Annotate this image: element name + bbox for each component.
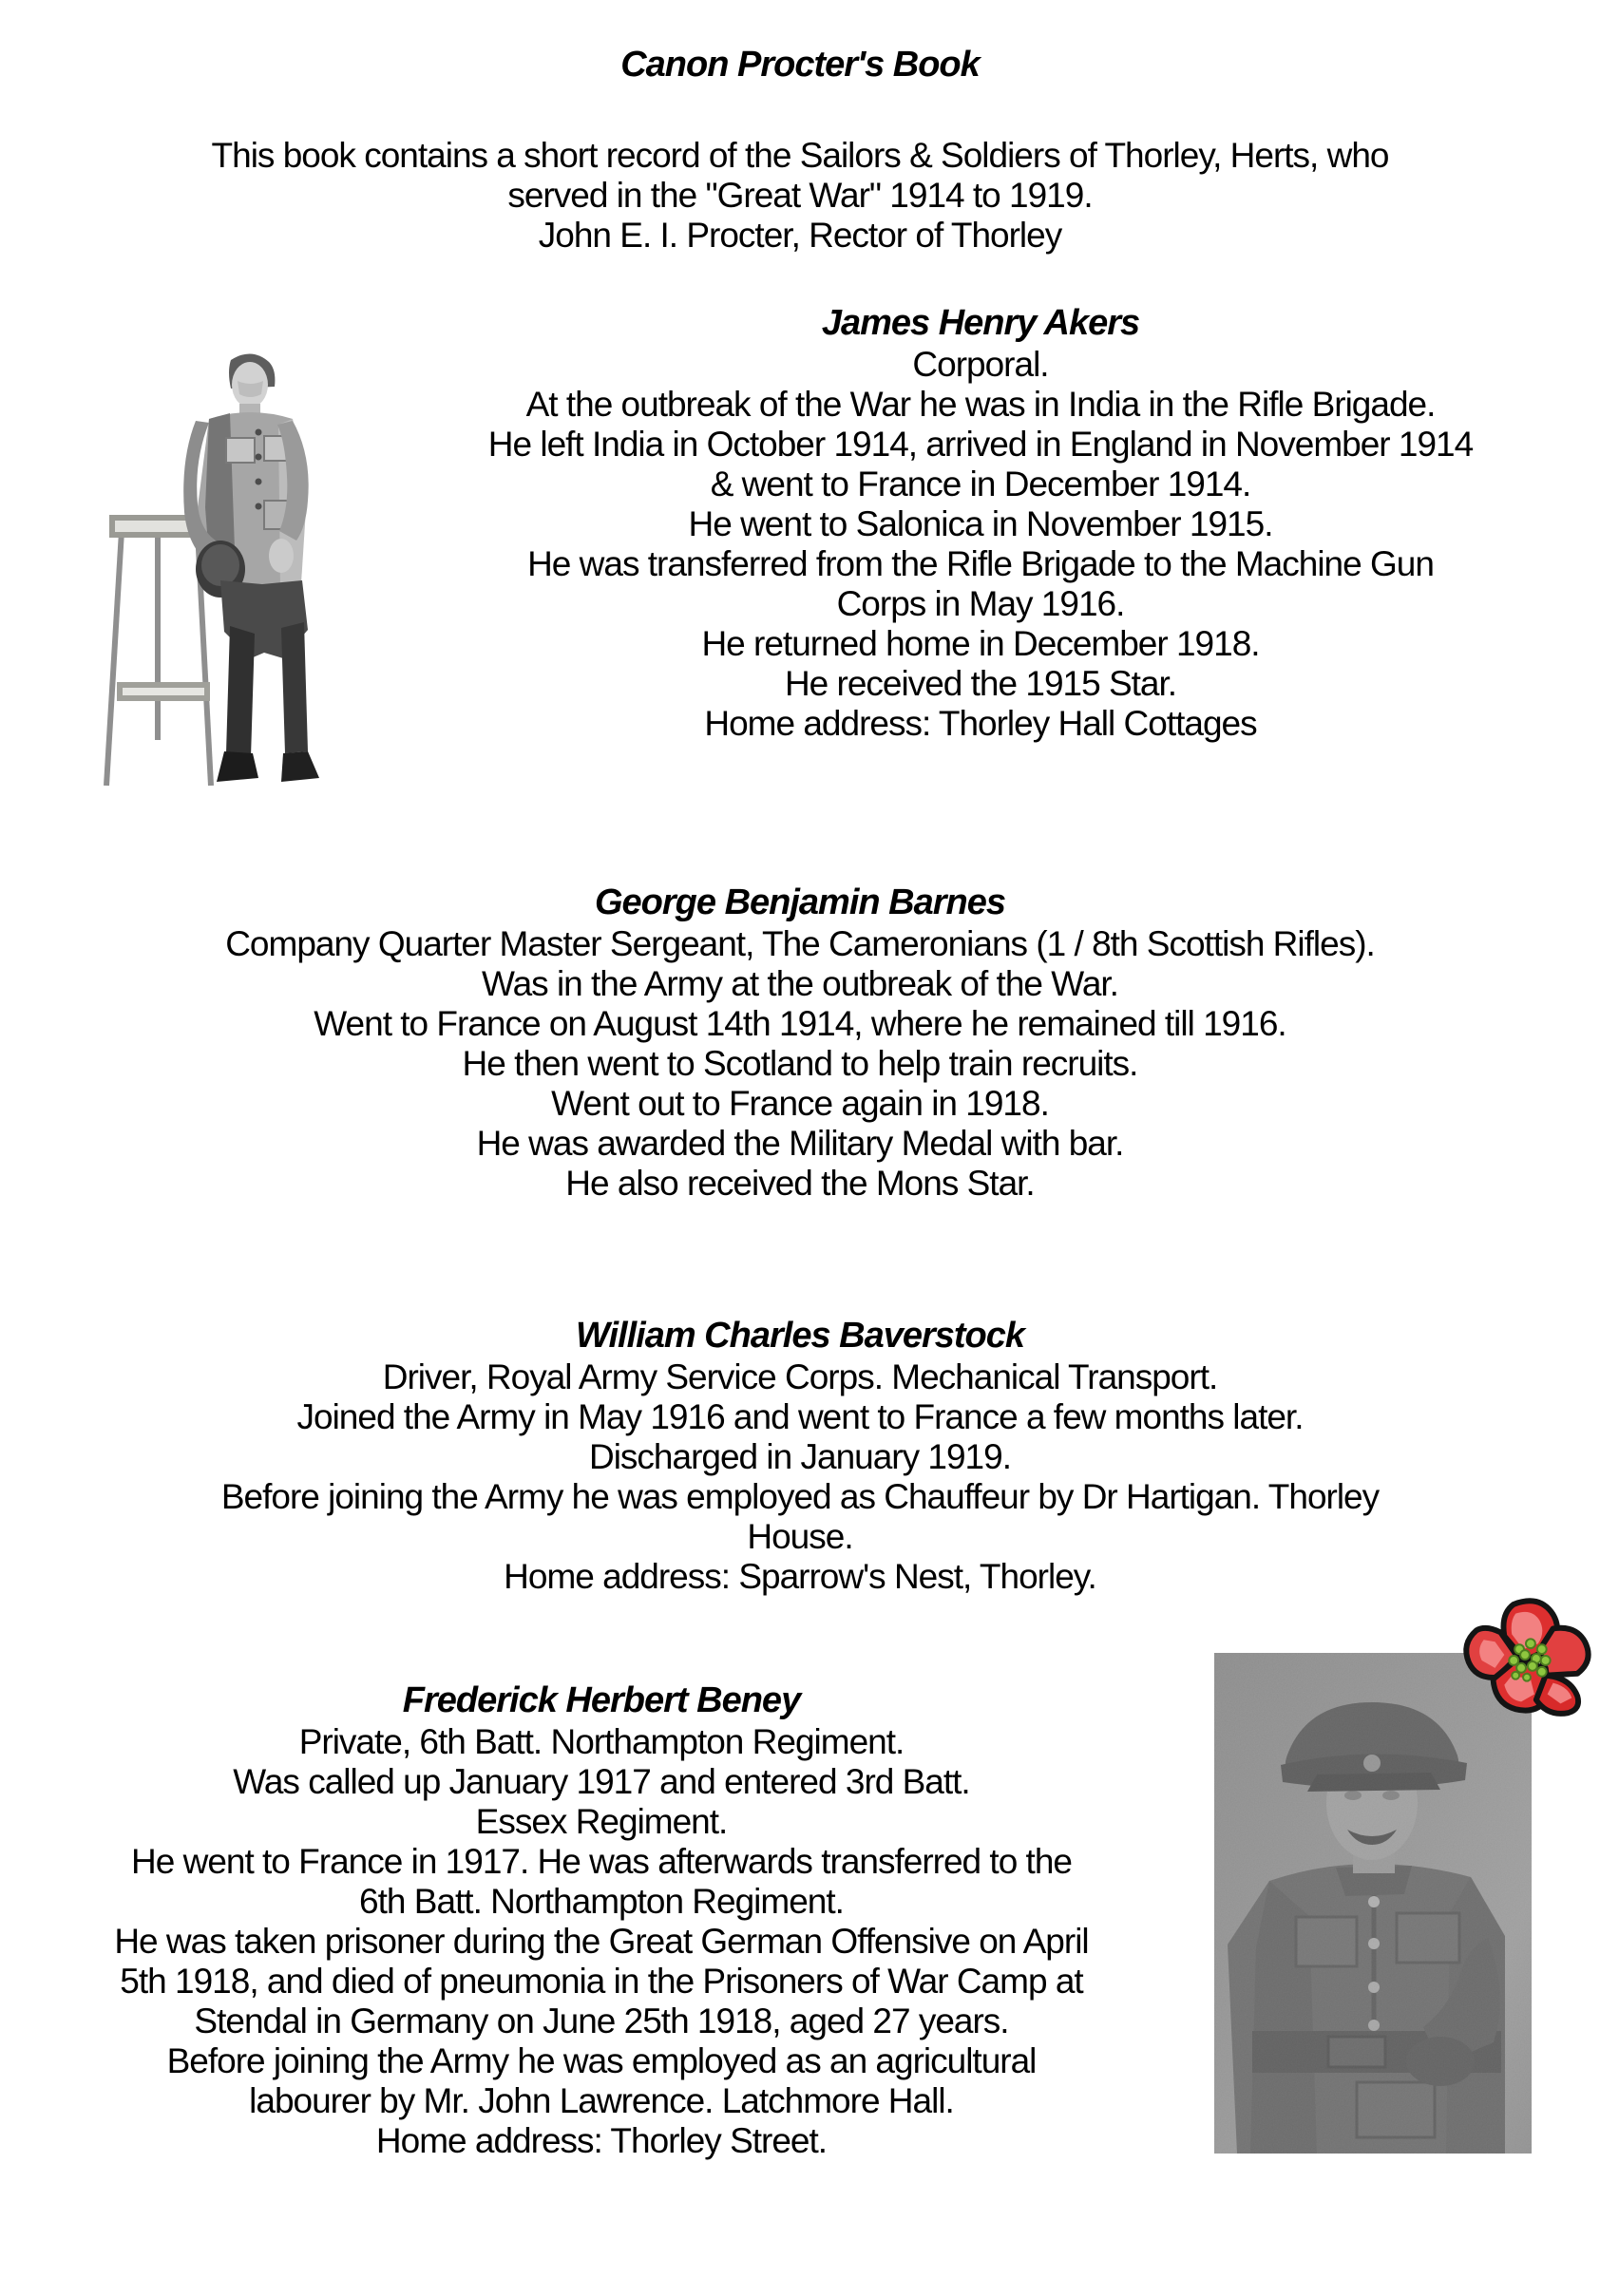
section-divider xyxy=(0,284,1600,301)
record-line: He was taken prisoner during the Great German Offensive on April xyxy=(114,1922,1089,1961)
record-line: He then went to Scotland to help train recruits. xyxy=(462,1044,1138,1083)
divider-bar xyxy=(657,789,1304,804)
record-line: He also received the Mons Star. xyxy=(565,1164,1035,1203)
record-line: Stendal in Germany on June 25th 1918, aged 27 years. xyxy=(194,2002,1009,2040)
record-line: House. xyxy=(747,1517,853,1556)
record-line: At the outbreak of the War he was in India in the Rifle Brigade. xyxy=(525,385,1436,424)
section-heading-barnes: George Benjamin Barnes xyxy=(594,882,1006,922)
record-line: labourer by Mr. John Lawrence. Latchmore Hall. xyxy=(249,2081,954,2120)
section-beney xyxy=(0,1679,1600,2188)
section-akers xyxy=(0,284,1600,806)
record-line: Driver, Royal Army Service Corps. Mechanical Transport. xyxy=(382,1357,1218,1396)
beney-soldier-photo xyxy=(1214,1653,1532,2154)
section-heading-akers: James Henry Akers xyxy=(821,303,1140,343)
record-line: Corporal. xyxy=(912,345,1049,384)
record-line: Joined the Army in May 1916 and went to France a few months later. xyxy=(296,1397,1304,1436)
record-line: Went out to France again in 1918. xyxy=(551,1084,1049,1123)
intro-line: This book contains a short record of the Sailors & Soldiers of Thorley, Herts, who xyxy=(211,136,1389,175)
record-line: He went to France in 1917. He was afterwards transferred to the xyxy=(131,1842,1072,1881)
divider-bar xyxy=(477,1644,1123,1659)
record-line: 5th 1918, and died of pneumonia in the Prisoners of War Camp at xyxy=(120,1962,1083,2001)
page-bottom-margin xyxy=(0,2211,1600,2296)
record-line: Home address: Thorley Street. xyxy=(375,2121,828,2160)
record-line: Was in the Army at the outbreak of the War. xyxy=(482,964,1118,1003)
soldier-portrait-photo xyxy=(1214,1653,1532,2154)
intro-line: served in the "Great War" 1914 to 1919. xyxy=(507,176,1093,215)
record-line: He was awarded the Military Medal with bar. xyxy=(476,1124,1124,1163)
section-heading-baverstock: William Charles Baverstock xyxy=(575,1316,1025,1356)
record-line: Home address: Thorley Hall Cottages xyxy=(704,704,1257,743)
record-line: He went to Salonica in November 1915. xyxy=(688,504,1273,543)
record-line: Home address: Sparrow's Nest, Thorley. xyxy=(504,1557,1096,1596)
section-divider xyxy=(0,1278,1600,1295)
poppy-icon xyxy=(1456,1593,1596,1724)
record-line: Went to France on August 14th 1914, where he remained till 1916. xyxy=(314,1004,1286,1043)
record-line: Discharged in January 1919. xyxy=(588,1437,1011,1476)
record-line: Corps in May 1916. xyxy=(836,584,1125,623)
record-line: Company Quarter Master Sergeant, The Cameronians (1 / 8th Scottish Rifles). xyxy=(225,924,1375,963)
section-heading-beney: Frederick Herbert Beney xyxy=(402,1680,801,1720)
standing-soldier-cutout-photo xyxy=(95,332,352,797)
intro-paragraph xyxy=(0,136,1600,256)
record-line: Before joining the Army he was employed as an agricultural xyxy=(166,2041,1037,2080)
section-barnes xyxy=(0,881,1600,1295)
divider-bar xyxy=(477,1278,1123,1292)
record-line: Before joining the Army he was employed as Chauffeur by Dr Hartigan. Thorley xyxy=(220,1477,1380,1516)
record-line: Essex Regiment. xyxy=(475,1802,728,1841)
record-line: He left India in October 1914, arrived in England in November 1914 xyxy=(487,425,1474,464)
record-line: 6th Batt. Northampton Regiment. xyxy=(359,1882,844,1921)
record-line: He returned home in December 1918. xyxy=(701,624,1260,663)
akers-soldier-photo xyxy=(95,332,352,797)
divider-bar xyxy=(278,2171,924,2185)
record-line: Private, 6th Batt. Northampton Regiment. xyxy=(298,1722,905,1761)
record-line: He was transferred from the Rifle Brigade to the Machine Gun xyxy=(527,544,1434,583)
record-line: He received the 1915 Star. xyxy=(784,664,1177,703)
page-title: Canon Procter's Book xyxy=(620,45,980,85)
section-baverstock xyxy=(0,1314,1600,1661)
record-line: Was called up January 1917 and entered 3rd Batt. xyxy=(233,1762,970,1801)
intro-line: John E. I. Procter, Rector of Thorley xyxy=(538,216,1062,255)
record-line: & went to France in December 1914. xyxy=(710,465,1251,503)
divider-bar xyxy=(657,284,1304,298)
section-divider xyxy=(0,2171,1600,2188)
